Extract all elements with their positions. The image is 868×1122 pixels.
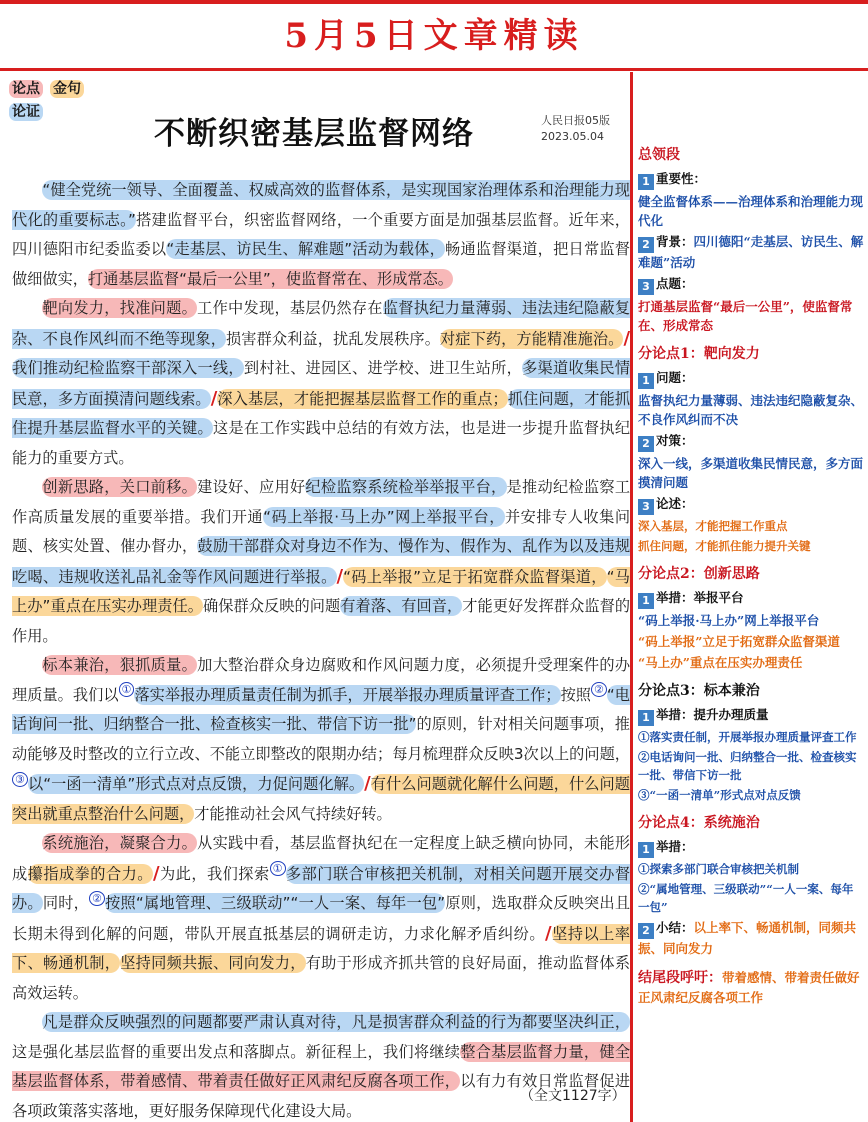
highlight-argument: 整合基层监督力量，健全基层监督体系，带着感情、带着责任做好正风肃纪反腐各项工作， <box>12 1042 631 1090</box>
number-box: 2 <box>638 436 654 452</box>
notes-text: “码上举报·马上办”网上举报平台 <box>638 613 820 628</box>
number-box: 1 <box>638 373 654 389</box>
highlight-evidence: 纪检监察系统检举举报平台， <box>305 478 507 496</box>
notes-panel <box>638 136 864 1009</box>
text: 按照 <box>560 685 591 704</box>
number-box: 1 <box>638 593 654 609</box>
slash-mark: / <box>364 773 371 794</box>
paragraph-point2 <box>12 473 630 651</box>
highlight-evidence: “码上举报·马上办”网上举报平台， <box>263 507 505 526</box>
highlight-quote: “码上举报”立足于拓宽群众监督渠道， <box>343 567 607 586</box>
notes-item <box>638 588 864 609</box>
text: 这是强化基层监督的重要出发点和落脚点。新征程上，我们将继续 <box>12 1042 461 1061</box>
circle-number: ② <box>89 891 105 906</box>
top-rule <box>0 0 868 4</box>
slash-mark: / <box>623 327 631 349</box>
highlight-quote: 有什么问题就化解什么问题，什么问题突出就重点整治什么问题， <box>12 775 630 823</box>
highlight-quote: 攥指成拳的合力。 <box>27 864 153 883</box>
text: 是推动纪检监察工作高质量发展的重要举措。我们开通 <box>12 478 631 526</box>
notes-text: 四川德阳“走基层、访民生、解难题”活动 <box>638 234 864 270</box>
text: 加大整治群众身边腐败和作风问题力度，必须提升受理案件的办理质量。我们以 <box>12 656 631 704</box>
highlight-argument: 创新思路，关口前移。 <box>42 478 198 496</box>
number-box: 1 <box>638 710 654 726</box>
notes-text: ③“一函一清单”形式点对点反馈 <box>638 788 801 802</box>
notes-label: 举措：提升办理质量 <box>656 707 769 722</box>
paragraph-intro <box>12 176 630 294</box>
notes-label: 问题： <box>656 370 694 385</box>
notes-item <box>638 431 864 452</box>
column-divider <box>630 72 633 1122</box>
text: 建设好、应用好 <box>197 478 306 496</box>
highlight-quote: “马上办”重点在压实办理责任。 <box>12 567 630 615</box>
number-box: 2 <box>638 923 654 939</box>
notes-point4-title: 分论点4：系统施治 <box>638 815 760 831</box>
banner-title: 5月5日文章精读 <box>284 16 584 56</box>
highlight-evidence: 有着落、有回音， <box>340 597 463 615</box>
notes-point3-title: 分论点3：标本兼治 <box>638 683 760 699</box>
highlight-evidence: 监督执纪力量薄弱、违法违纪隐蔽复杂、不良作风纠而不绝等现象， <box>12 299 631 348</box>
highlight-quote: 坚持以上率下、畅通机制， <box>12 924 631 972</box>
notes-label: 举措： <box>656 839 694 854</box>
text: 有助于形成齐抓共管的良好局面，推动监督体系高效运转。 <box>12 954 631 1002</box>
text: 原则，选取群众反映突出且长期未得到化解的问题，带队开展直抵基层的调研走访，力求化解矛盾纠纷。 <box>12 894 631 943</box>
notes-label: 结尾段呼吁： <box>638 970 722 986</box>
number-box: 2 <box>638 237 654 253</box>
notes-text: “马上办”重点在压实办理责任 <box>638 655 803 670</box>
highlight-argument: 标本兼治，狠抓质量。 <box>42 656 198 674</box>
notes-item <box>638 274 864 295</box>
highlight-quote: 对症下药，方能精准施治。 <box>440 329 624 348</box>
highlight-quote: 深入基层，才能把握基层监督工作的重点； <box>217 389 508 408</box>
notes-text: ②电话询问一批、归纳整合一批、检查核实一批、带信下访一批 <box>638 750 857 782</box>
text: 并安排专人收集问题、核实处置、催办督办， <box>12 507 631 555</box>
slash-mark: / <box>545 922 552 944</box>
notes-label: 重要性： <box>656 171 707 186</box>
highlight-evidence: 抓住问题，才能抓住提升基层监督水平的关键。 <box>12 389 631 437</box>
number-box: 1 <box>638 174 654 190</box>
notes-label: 背景： <box>656 234 694 249</box>
text: 搭建监督平台，织密监督网络，一个重要方面是加强基层监督。近年来，四川德阳市纪委监委以 <box>12 210 630 258</box>
notes-text: ②“属地管理、三级联动”“一人一案、每年一包” <box>638 882 854 914</box>
notes-label: 举措：举报平台 <box>656 590 744 605</box>
notes-text: 监督执纪力量薄弱、违法违纪隐蔽复杂、不良作风纠而不决 <box>638 393 864 427</box>
text: 这是在工作实践中总结的有效方法，也是进一步提升监督执纪能力的重要方式。 <box>12 419 631 467</box>
notes-label: 论述： <box>656 496 694 511</box>
highlight-quote: 坚持同频共振、同向发力， <box>120 954 306 972</box>
highlight-evidence: 我们推动纪检监察干部深入一线， <box>12 359 244 377</box>
notes-text: 抓住问题，才能抓住能力提升关键 <box>638 539 811 553</box>
article-source <box>541 113 610 145</box>
text: 才能更好发挥群众监督的作用。 <box>12 597 631 645</box>
paragraph-point3 <box>12 651 630 829</box>
text: 以有力有效日常监督促进各项政策落实落地，更好服务保障现代化建设大局。 <box>12 1072 631 1120</box>
source-date: 2023.05.04 <box>541 130 604 143</box>
text: 的原则，针对相关问题事项，推动能够及时整改的立行立改、不能立即整改的限期办结；每月梳理群众反映3次以上的问题， <box>12 715 630 763</box>
notes-item <box>638 705 864 726</box>
notes-text: 深入一线，多渠道收集民情民意，多方面摸清问题 <box>638 456 864 490</box>
highlight-evidence: 凡是群众反映强烈的问题都要严肃认真对待，凡是损害群众利益的行为都要坚决纠正， <box>42 1013 630 1031</box>
highlight-evidence: 按照“属地管理、三级联动”“一人一案、每年一包” <box>105 894 446 912</box>
text: 工作中发现，基层仍然存在 <box>197 299 383 317</box>
text: 损害群众利益，扰乱发展秩序。 <box>226 329 440 348</box>
notes-text: 以上率下、畅通机制，同频共振、同向发力 <box>638 920 857 956</box>
article-headline: 不断织密基层监督网络 <box>154 116 474 152</box>
notes-item <box>638 368 864 389</box>
notes-item <box>638 169 864 190</box>
text: 确保群众反映的问题 <box>202 597 341 615</box>
highlight-evidence: “健全党统一领导、全面覆盖、权威高效的监督体系，是实现国家治理体系和治理能力现代化的重要标志。” <box>12 181 630 229</box>
paragraph-point1 <box>12 294 630 473</box>
slash-mark: / <box>210 387 218 409</box>
slash-mark: / <box>336 565 344 587</box>
notes-text: 打通基层监督“最后一公里”，使监督常在、形成常态 <box>638 299 853 333</box>
text: 从实践中看，基层监督执纪在一定程度上缺乏横向协同，未能形成 <box>12 834 631 883</box>
circle-number: ① <box>270 861 286 876</box>
circle-number: ③ <box>12 772 28 787</box>
notes-label: 小结： <box>656 920 694 935</box>
highlight-evidence: 多部门联合审核把关机制，对相关问题开展交办督办。 <box>12 864 631 912</box>
word-count: （全文1127字） <box>520 1088 626 1104</box>
notes-label: 对策： <box>656 433 694 448</box>
notes-closing <box>638 968 864 1007</box>
circle-number: ② <box>591 682 607 697</box>
highlight-argument: 打通基层监督“最后一公里”，使监督常在、形成常态。 <box>87 269 453 288</box>
notes-overview-title: 总领段 <box>638 147 680 163</box>
highlight-evidence: 鼓励干部群众对身边不作为、慢作为、假作为、乱作为以及违规吃喝、违规收送礼品礼金等作风问题进行举报。 <box>12 537 631 586</box>
text: 到村社、进园区、进学校、进卫生站所， <box>243 359 523 377</box>
notes-label: 点题： <box>656 276 694 291</box>
banner-rule <box>0 68 868 71</box>
number-box: 3 <box>638 279 654 295</box>
slash-mark: / <box>152 862 160 884</box>
highlight-evidence: 落实举报办理质量责任制为抓手，开展举报办理质量评查工作； <box>134 685 561 704</box>
text: 为此，我们探索 <box>159 864 270 883</box>
highlight-argument: 系统施治，凝聚合力。 <box>42 834 198 852</box>
legend-evidence: 论证 <box>9 103 43 121</box>
circle-number: ① <box>119 682 135 697</box>
text: 才能推动社会风气持续好转。 <box>194 804 392 823</box>
highlight-evidence: 多渠道收集民情民意，多方面摸清问题线索。 <box>12 359 631 408</box>
text: 同时， <box>42 894 90 912</box>
text: 畅通监督渠道，把日常监督做细做实， <box>12 240 630 288</box>
notes-item <box>638 918 864 958</box>
notes-item <box>638 837 864 858</box>
number-box: 3 <box>638 499 654 515</box>
paragraph-point4 <box>12 829 630 1008</box>
notes-item <box>638 232 864 272</box>
notes-text: 带着感情、带着责任做好正风肃纪反腐各项工作 <box>638 970 860 1005</box>
notes-text: 健全监督体系——治理体系和治理能力现代化 <box>638 194 864 228</box>
notes-point1-title: 分论点1：靶向发力 <box>638 346 760 362</box>
legend-quote: 金句 <box>50 80 84 98</box>
notes-text: ①落实责任制，开展举报办理质量评查工作 <box>638 730 857 744</box>
notes-point2-title: 分论点2：创新思路 <box>638 566 760 582</box>
source-paper: 人民日报05版 <box>541 114 610 127</box>
notes-item <box>638 494 864 515</box>
notes-text: ①探索多部门联合审核把关机制 <box>638 862 799 876</box>
highlight-argument: 靶向发力，找准问题。 <box>42 299 198 317</box>
number-box: 1 <box>638 842 654 858</box>
highlight-evidence: “电话询问一批、归纳整合一批、检查核实一批、带信下访一批” <box>12 685 630 733</box>
notes-text: “码上举报”立足于拓宽群众监督渠道 <box>638 634 840 649</box>
legend-argument: 论点 <box>9 80 43 98</box>
highlight-evidence: “走基层、访民生、解难题”活动为载体， <box>166 240 446 258</box>
article-body <box>12 176 630 1122</box>
notes-text: 深入基层，才能把握工作重点 <box>638 519 788 533</box>
highlight-evidence: 以“一函一清单”形式点对点反馈，力促问题化解。 <box>27 775 365 793</box>
